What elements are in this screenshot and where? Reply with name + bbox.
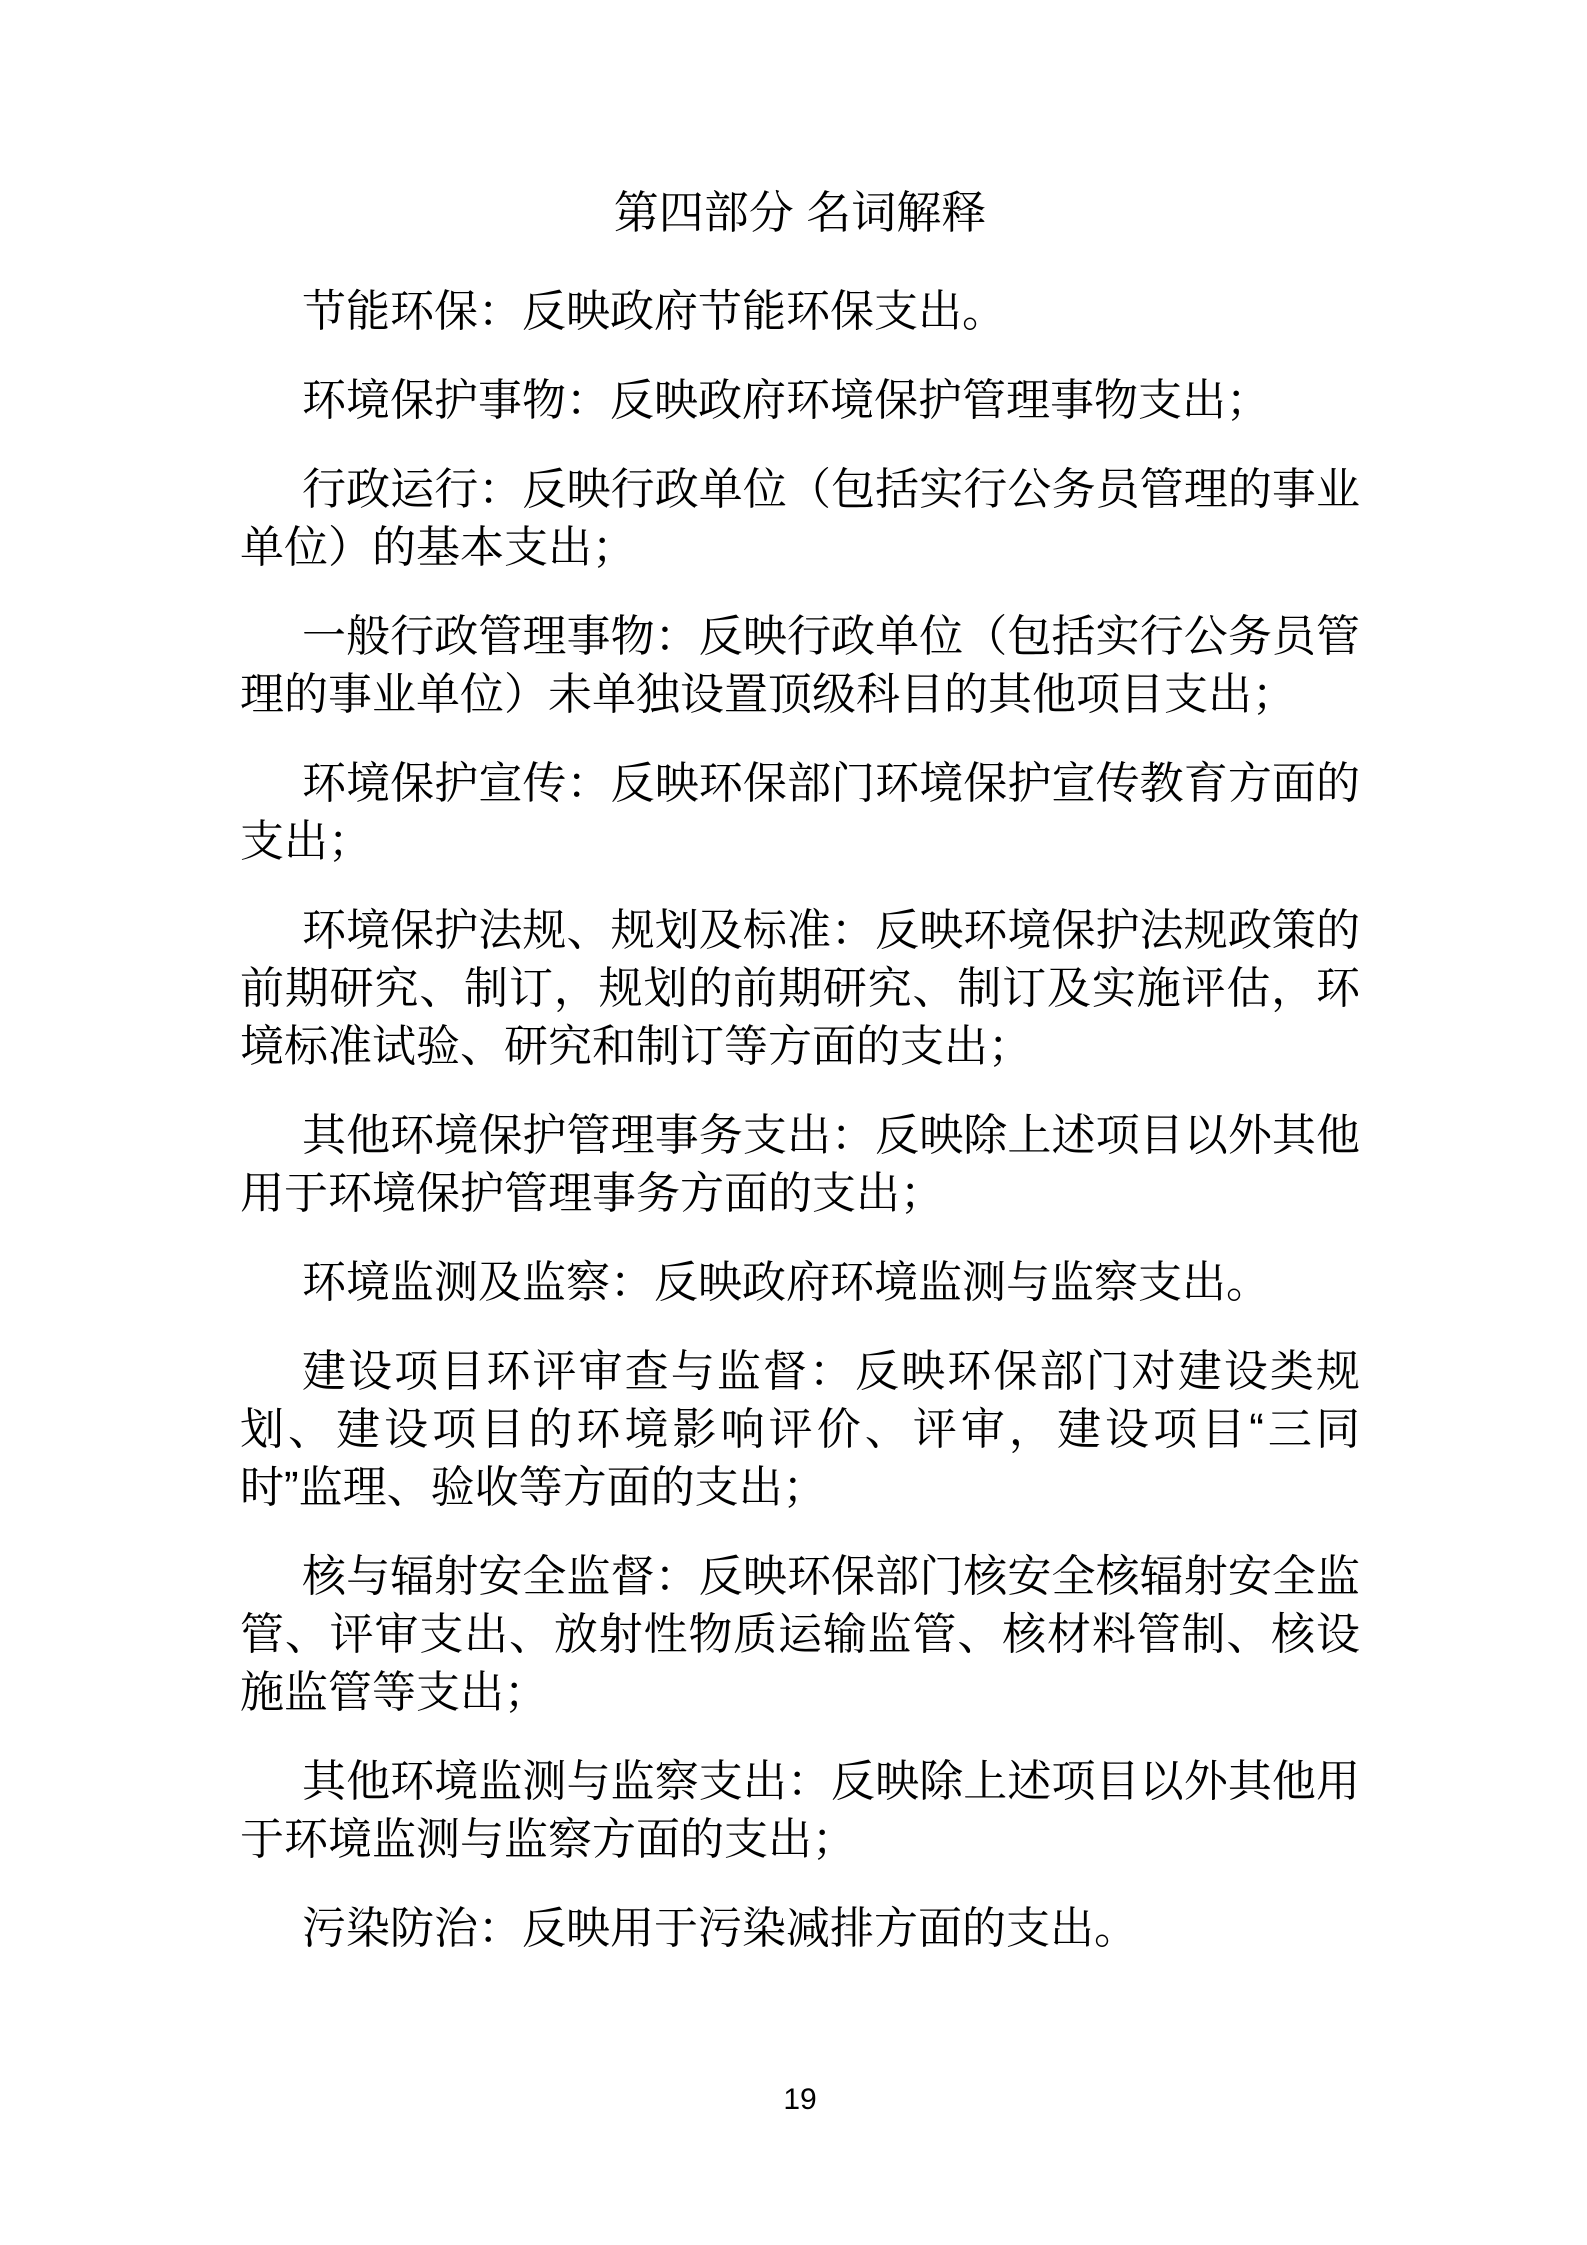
body-paragraph: 环境保护法规、规划及标准：反映环境保护法规政策的前期研究、制订，规划的前期研究、制订及实施评估，环境标准试验、研究和制订等方面的支出； [240,906,1360,1071]
body-paragraph: 环境保护宣传：反映环保部门环境保护宣传教育方面的支出； [240,759,1360,866]
body-paragraph: 核与辐射安全监督：反映环保部门核安全核辐射安全监管、评审支出、放射性物质运输监管、核材料管制、核设施监管等支出； [240,1552,1360,1717]
page-title: 第四部分 名词解释 [613,187,987,238]
body-paragraph: 节能环保：反映政府节能环保支出。 [302,287,1006,336]
document-content [240,0,1360,1989]
page-number: 19 [783,2083,817,2116]
body-paragraph: 其他环境监测与监察支出：反映除上述项目以外其他用于环境监测与监察方面的支出； [240,1757,1360,1864]
body-paragraph: 环境监测及监察：反映政府环境监测与监察支出。 [302,1258,1270,1307]
body-paragraph: 环境保护事物：反映政府环境保护管理事物支出； [302,376,1270,425]
body-paragraph: 一般行政管理事物：反映行政单位（包括实行公务员管理的事业单位）未单独设置顶级科目的其他项目支出； [240,612,1360,719]
body-paragraph: 污染防治：反映用于污染减排方面的支出。 [302,1904,1138,1953]
body-paragraph: 行政运行：反映行政单位（包括实行公务员管理的事业单位）的基本支出； [240,465,1360,572]
body-paragraph: 其他环境保护管理事务支出：反映除上述项目以外其他用于环境保护管理事务方面的支出； [240,1111,1360,1218]
body-paragraph: 建设项目环评审查与监督：反映环保部门对建设类规划、建设项目的环境影响评价、评审，建设项目“三同时”监理、验收等方面的支出； [240,1347,1360,1512]
